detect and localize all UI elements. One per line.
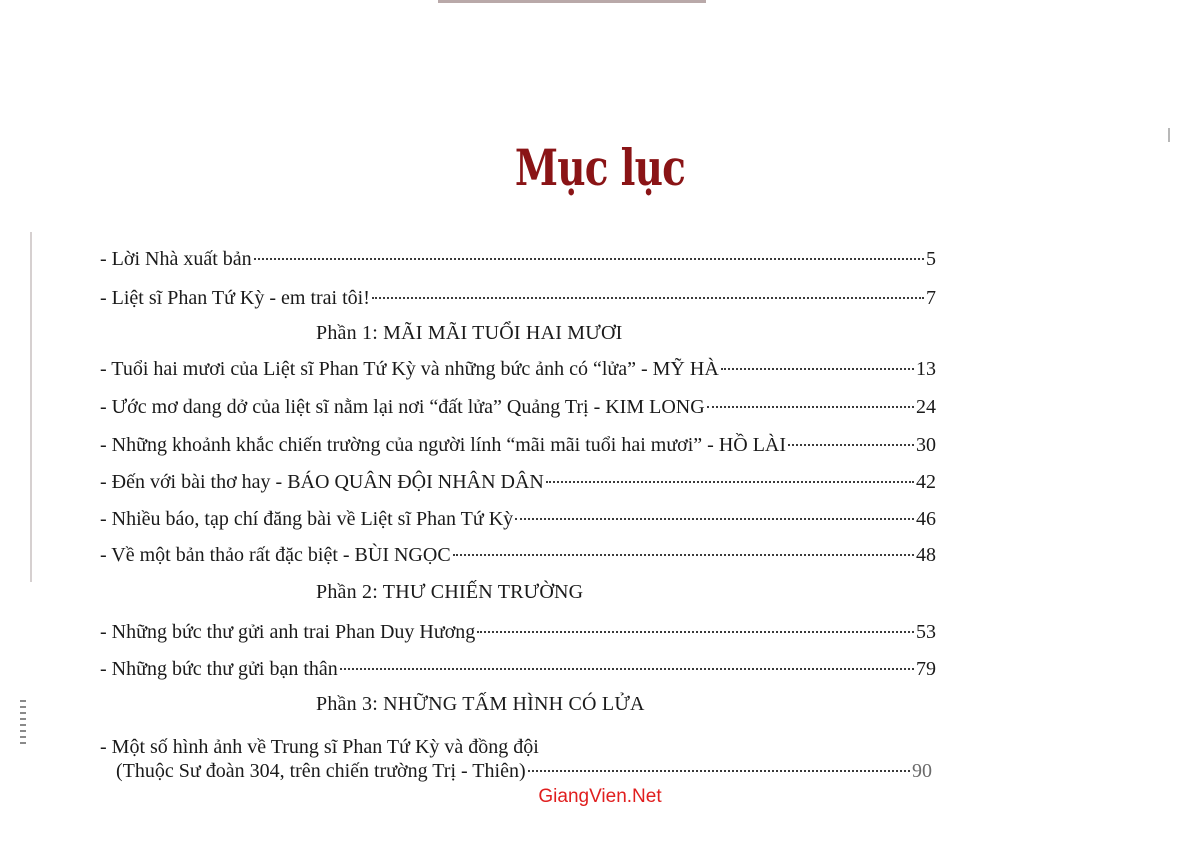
toc-entry-page: 90: [912, 760, 932, 782]
toc-entry[interactable]: [100, 393, 936, 421]
toc-entry-text-line1[interactable]: - Một số hình ảnh về Trung sĩ Phan Tứ Kỳ và đồng đội: [100, 736, 539, 758]
toc-entry-text: - Những bức thư gửi bạn thân: [100, 658, 338, 680]
toc-entry-page: 53: [916, 621, 936, 643]
toc-entry-page: 48: [916, 544, 936, 566]
toc-entry[interactable]: [116, 757, 932, 785]
toc-entry-page: 24: [916, 396, 936, 418]
toc-entry-page: 13: [916, 358, 936, 380]
dot-leader: [515, 518, 914, 520]
section-heading-part3: Phần 3: NHỮNG TẤM HÌNH CÓ LỬA: [316, 693, 645, 715]
toc-entry-publisher-note[interactable]: [100, 245, 936, 273]
toc-entry-page: 42: [916, 471, 936, 493]
dot-leader: [707, 406, 914, 408]
dot-leader: [477, 631, 914, 633]
toc-entry-page: 46: [916, 508, 936, 530]
toc-entry-page: 7: [926, 287, 936, 309]
toc-entry-text: - Đến với bài thơ hay - BÁO QUÂN ĐỘI NHÂN DÂN: [100, 471, 544, 493]
dot-leader: [453, 554, 914, 556]
toc-entry-text: - Lời Nhà xuất bản: [100, 248, 252, 270]
dot-leader: [254, 258, 924, 260]
toc-entry-text: - Những khoảnh khắc chiến trường của người lính “mãi mãi tuổi hai mươi” - HỒ LÀI: [100, 434, 787, 456]
toc-entry-text: - Những bức thư gửi anh trai Phan Duy Hương: [100, 621, 476, 643]
watermark: GiangVien.Net: [538, 786, 662, 807]
toc-entry-text: - Liệt sĩ Phan Tứ Kỳ - em trai tôi!: [100, 287, 370, 309]
toc-entry[interactable]: [100, 618, 936, 646]
dot-leader: [528, 770, 910, 772]
dot-leader: [788, 444, 914, 446]
dot-leader: [372, 297, 924, 299]
section-heading-part1: Phần 1: MÃI MÃI TUỔI HAI MƯƠI: [316, 322, 623, 344]
toc-entry-page: 5: [926, 248, 936, 270]
toc-entry[interactable]: [100, 541, 936, 569]
toc-entry-page: 30: [916, 434, 936, 456]
toc-entry[interactable]: [100, 505, 936, 533]
toc-entry-text-line2: (Thuộc Sư đoàn 304, trên chiến trường Trị - Thiên): [116, 760, 526, 782]
toc-entry-text: - Ước mơ dang dở của liệt sĩ nằm lại nơi “đất lửa” Quảng Trị - KIM LONG: [100, 396, 705, 418]
dot-leader: [546, 481, 914, 483]
dot-leader: [340, 668, 914, 670]
toc-entry[interactable]: [100, 431, 936, 459]
dot-leader: [721, 368, 914, 370]
toc-entry-text: - Về một bản thảo rất đặc biệt - BÙI NGỌC: [100, 544, 451, 566]
toc-entry-text: - Nhiều báo, tạp chí đăng bài về Liệt sĩ Phan Tứ Kỳ: [100, 508, 514, 530]
toc-entry[interactable]: [100, 655, 936, 683]
toc-entry-younger-brother[interactable]: [100, 284, 936, 312]
page-title: Mục lục: [514, 138, 686, 197]
toc-entry[interactable]: [100, 355, 936, 383]
toc-entry[interactable]: [100, 468, 936, 496]
toc-entry-text: - Tuổi hai mươi của Liệt sĩ Phan Tứ Kỳ và những bức ảnh có “lửa” - MỸ HÀ: [100, 358, 719, 380]
toc-entry-page: 79: [916, 658, 936, 680]
section-heading-part2: Phần 2: THƯ CHIẾN TRƯỜNG: [316, 581, 584, 603]
